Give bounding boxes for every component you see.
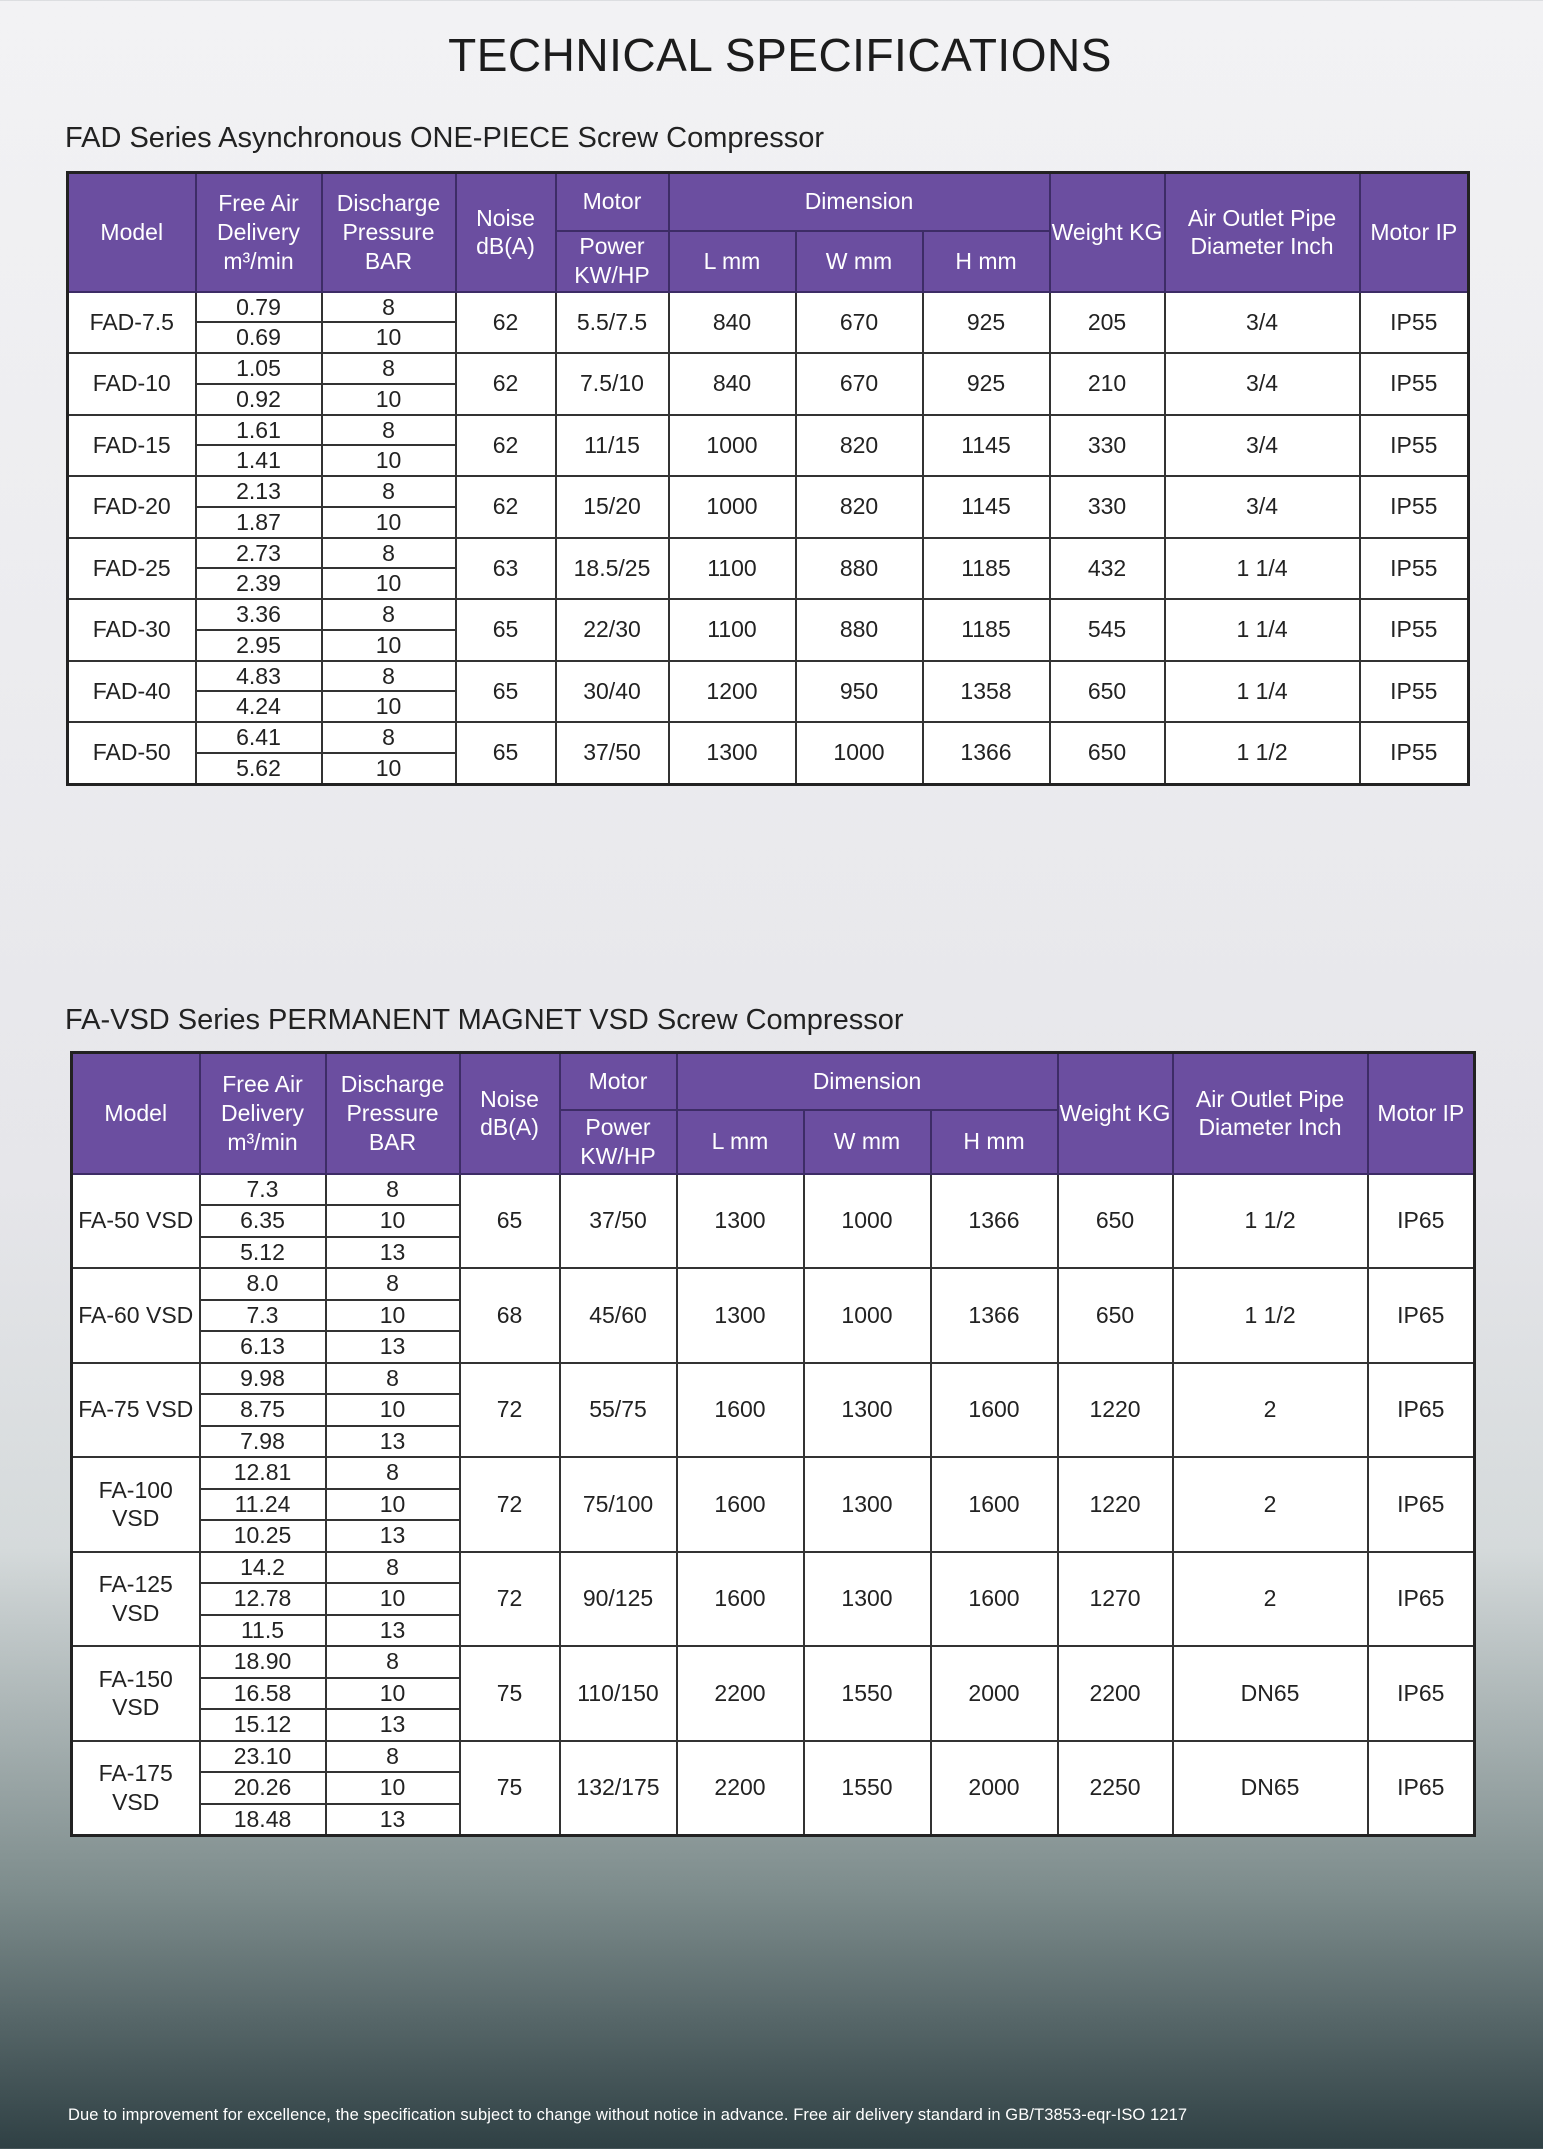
free-air-delivery-cell: 8.75: [200, 1394, 326, 1426]
height-cell: 1366: [931, 1268, 1058, 1363]
table-row: [72, 1741, 1475, 1773]
model-cell: FA-60 VSD: [72, 1268, 200, 1363]
table-row: [72, 1457, 1475, 1489]
weight-cell: 545: [1050, 599, 1165, 661]
weight-cell: 650: [1058, 1174, 1173, 1269]
free-air-delivery-cell: 6.41: [196, 722, 322, 753]
pipe-diameter-cell: 2: [1173, 1363, 1368, 1458]
noise-cell: 65: [460, 1174, 560, 1269]
pipe-diameter-cell: 1 1/4: [1165, 661, 1360, 723]
discharge-pressure-cell: 10: [326, 1772, 460, 1804]
free-air-delivery-cell: 2.13: [196, 476, 322, 507]
power-cell: 18.5/25: [556, 538, 669, 600]
discharge-pressure-cell: 8: [322, 661, 456, 692]
discharge-pressure-cell: 10: [326, 1205, 460, 1237]
free-air-delivery-cell: 0.79: [196, 292, 322, 323]
height-cell: 1185: [923, 599, 1050, 661]
free-air-delivery-cell: 11.5: [200, 1615, 326, 1647]
model-cell: FAD-30: [68, 599, 196, 661]
table-row: [72, 1268, 1475, 1300]
noise-cell: 72: [460, 1363, 560, 1458]
noise-cell: 72: [460, 1457, 560, 1552]
header-power: Power KW/HP: [556, 231, 669, 292]
header-length: L mm: [669, 231, 796, 292]
width-cell: 1300: [804, 1363, 931, 1458]
weight-cell: 2200: [1058, 1646, 1173, 1741]
header-width: W mm: [804, 1110, 931, 1174]
model-cell: FAD-15: [68, 415, 196, 477]
power-cell: 75/100: [560, 1457, 677, 1552]
free-air-delivery-cell: 1.61: [196, 415, 322, 446]
height-cell: 925: [923, 353, 1050, 415]
weight-cell: 210: [1050, 353, 1165, 415]
pipe-diameter-cell: 3/4: [1165, 415, 1360, 477]
free-air-delivery-cell: 0.92: [196, 384, 322, 415]
free-air-delivery-cell: 5.12: [200, 1237, 326, 1269]
free-air-delivery-cell: 11.24: [200, 1489, 326, 1521]
pipe-diameter-cell: DN65: [1173, 1646, 1368, 1741]
header-pipe-diameter: Air Outlet Pipe Diameter Inch: [1165, 173, 1360, 292]
weight-cell: 330: [1050, 415, 1165, 477]
length-cell: 1200: [669, 661, 796, 723]
motor-ip-cell: IP65: [1368, 1552, 1475, 1647]
discharge-pressure-cell: 10: [322, 384, 456, 415]
length-cell: 1000: [669, 415, 796, 477]
header-dimension: Dimension: [677, 1053, 1058, 1110]
table-row: [68, 538, 1469, 569]
header-height: H mm: [923, 231, 1050, 292]
table-row: [68, 292, 1469, 323]
weight-cell: 2250: [1058, 1741, 1173, 1836]
free-air-delivery-cell: 4.83: [196, 661, 322, 692]
weight-cell: 1220: [1058, 1363, 1173, 1458]
noise-cell: 63: [456, 538, 556, 600]
discharge-pressure-cell: 8: [322, 353, 456, 384]
free-air-delivery-cell: 18.48: [200, 1804, 326, 1836]
weight-cell: 1220: [1058, 1457, 1173, 1552]
power-cell: 7.5/10: [556, 353, 669, 415]
discharge-pressure-cell: 13: [326, 1804, 460, 1836]
power-cell: 37/50: [560, 1174, 677, 1269]
table-row: [68, 476, 1469, 507]
motor-ip-cell: IP65: [1368, 1268, 1475, 1363]
width-cell: 1000: [804, 1174, 931, 1269]
height-cell: 1600: [931, 1552, 1058, 1647]
header-model: Model: [68, 173, 196, 292]
weight-cell: 650: [1058, 1268, 1173, 1363]
header-model: Model: [72, 1053, 200, 1174]
discharge-pressure-cell: 8: [326, 1741, 460, 1773]
weight-cell: 330: [1050, 476, 1165, 538]
free-air-delivery-cell: 1.05: [196, 353, 322, 384]
model-cell: FA-50 VSD: [72, 1174, 200, 1269]
width-cell: 1300: [804, 1457, 931, 1552]
model-cell: FAD-20: [68, 476, 196, 538]
pipe-diameter-cell: 2: [1173, 1552, 1368, 1647]
free-air-delivery-cell: 0.69: [196, 322, 322, 353]
motor-ip-cell: IP65: [1368, 1646, 1475, 1741]
header-length: L mm: [677, 1110, 804, 1174]
free-air-delivery-cell: 7.3: [200, 1174, 326, 1206]
motor-ip-cell: IP65: [1368, 1741, 1475, 1836]
motor-ip-cell: IP55: [1360, 722, 1469, 784]
free-air-delivery-cell: 2.73: [196, 538, 322, 569]
width-cell: 1000: [804, 1268, 931, 1363]
model-cell: FAD-7.5: [68, 292, 196, 354]
power-cell: 30/40: [556, 661, 669, 723]
length-cell: 1100: [669, 538, 796, 600]
free-air-delivery-cell: 12.81: [200, 1457, 326, 1489]
header-discharge-pressure: Discharge Pressure BAR: [322, 173, 456, 292]
motor-ip-cell: IP55: [1360, 661, 1469, 723]
pipe-diameter-cell: 3/4: [1165, 476, 1360, 538]
pipe-diameter-cell: 1 1/4: [1165, 599, 1360, 661]
weight-cell: 205: [1050, 292, 1165, 354]
header-width: W mm: [796, 231, 923, 292]
discharge-pressure-cell: 10: [322, 445, 456, 476]
table-row: [72, 1552, 1475, 1584]
free-air-delivery-cell: 3.36: [196, 599, 322, 630]
length-cell: 1600: [677, 1457, 804, 1552]
free-air-delivery-cell: 2.95: [196, 630, 322, 661]
noise-cell: 72: [460, 1552, 560, 1647]
width-cell: 1550: [804, 1646, 931, 1741]
height-cell: 1185: [923, 538, 1050, 600]
height-cell: 925: [923, 292, 1050, 354]
table-row: [68, 661, 1469, 692]
header-motor-ip: Motor IP: [1360, 173, 1469, 292]
table-row: [72, 1646, 1475, 1678]
header-noise: Noise dB(A): [460, 1053, 560, 1174]
height-cell: 1600: [931, 1363, 1058, 1458]
free-air-delivery-cell: 14.2: [200, 1552, 326, 1584]
weight-cell: 650: [1050, 661, 1165, 723]
free-air-delivery-cell: 5.62: [196, 753, 322, 784]
free-air-delivery-cell: 1.87: [196, 507, 322, 538]
header-weight: Weight KG: [1058, 1053, 1173, 1174]
free-air-delivery-cell: 7.3: [200, 1300, 326, 1332]
header-weight: Weight KG: [1050, 173, 1165, 292]
power-cell: 110/150: [560, 1646, 677, 1741]
discharge-pressure-cell: 10: [326, 1489, 460, 1521]
length-cell: 840: [669, 353, 796, 415]
model-cell: FA-175 VSD: [72, 1741, 200, 1836]
discharge-pressure-cell: 8: [326, 1646, 460, 1678]
pipe-diameter-cell: 2: [1173, 1457, 1368, 1552]
discharge-pressure-cell: 10: [322, 630, 456, 661]
discharge-pressure-cell: 10: [322, 568, 456, 599]
model-cell: FAD-10: [68, 353, 196, 415]
discharge-pressure-cell: 8: [322, 538, 456, 569]
motor-ip-cell: IP65: [1368, 1174, 1475, 1269]
noise-cell: 62: [456, 292, 556, 354]
free-air-delivery-cell: 1.41: [196, 445, 322, 476]
discharge-pressure-cell: 8: [326, 1457, 460, 1489]
model-cell: FAD-25: [68, 538, 196, 600]
length-cell: 2200: [677, 1741, 804, 1836]
discharge-pressure-cell: 10: [326, 1583, 460, 1615]
height-cell: 1366: [923, 722, 1050, 784]
pipe-diameter-cell: 1 1/2: [1173, 1268, 1368, 1363]
free-air-delivery-cell: 15.12: [200, 1709, 326, 1741]
header-free-air-delivery: Free Air Delivery m³/min: [200, 1053, 326, 1174]
height-cell: 2000: [931, 1646, 1058, 1741]
discharge-pressure-cell: 8: [322, 599, 456, 630]
power-cell: 37/50: [556, 722, 669, 784]
pipe-diameter-cell: 3/4: [1165, 353, 1360, 415]
table-title-fad: FAD Series Asynchronous ONE-PIECE Screw Compressor: [65, 122, 825, 154]
power-cell: 5.5/7.5: [556, 292, 669, 354]
pipe-diameter-cell: DN65: [1173, 1741, 1368, 1836]
table-row: [68, 722, 1469, 753]
table-title-vsd: FA-VSD Series PERMANENT MAGNET VSD Screw Compressor: [65, 1004, 904, 1036]
weight-cell: 1270: [1058, 1552, 1173, 1647]
width-cell: 670: [796, 292, 923, 354]
header-dimension: Dimension: [669, 173, 1050, 231]
height-cell: 1145: [923, 415, 1050, 477]
power-cell: 15/20: [556, 476, 669, 538]
pipe-diameter-cell: 1 1/2: [1173, 1174, 1368, 1269]
power-cell: 55/75: [560, 1363, 677, 1458]
motor-ip-cell: IP55: [1360, 476, 1469, 538]
noise-cell: 65: [456, 599, 556, 661]
table-row: [72, 1174, 1475, 1206]
noise-cell: 65: [456, 661, 556, 723]
free-air-delivery-cell: 8.0: [200, 1268, 326, 1300]
free-air-delivery-cell: 9.98: [200, 1363, 326, 1395]
free-air-delivery-cell: 7.98: [200, 1426, 326, 1458]
model-cell: FAD-50: [68, 722, 196, 784]
noise-cell: 75: [460, 1741, 560, 1836]
free-air-delivery-cell: 6.13: [200, 1331, 326, 1363]
model-cell: FA-75 VSD: [72, 1363, 200, 1458]
discharge-pressure-cell: 10: [322, 322, 456, 353]
motor-ip-cell: IP65: [1368, 1457, 1475, 1552]
table-row: [68, 353, 1469, 384]
discharge-pressure-cell: 10: [326, 1678, 460, 1710]
width-cell: 1000: [796, 722, 923, 784]
header-free-air-delivery: Free Air Delivery m³/min: [196, 173, 322, 292]
width-cell: 880: [796, 599, 923, 661]
spec-table-vsd: [70, 1051, 1476, 1837]
page-title: TECHNICAL SPECIFICATIONS: [448, 29, 1112, 81]
width-cell: 880: [796, 538, 923, 600]
motor-ip-cell: IP55: [1360, 415, 1469, 477]
height-cell: 1600: [931, 1457, 1058, 1552]
model-cell: FAD-40: [68, 661, 196, 723]
power-cell: 11/15: [556, 415, 669, 477]
discharge-pressure-cell: 13: [326, 1520, 460, 1552]
header-height: H mm: [931, 1110, 1058, 1174]
noise-cell: 62: [456, 476, 556, 538]
pipe-diameter-cell: 3/4: [1165, 292, 1360, 354]
free-air-delivery-cell: 12.78: [200, 1583, 326, 1615]
header-pipe-diameter: Air Outlet Pipe Diameter Inch: [1173, 1053, 1368, 1174]
discharge-pressure-cell: 13: [326, 1709, 460, 1741]
model-cell: FA-125 VSD: [72, 1552, 200, 1647]
free-air-delivery-cell: 16.58: [200, 1678, 326, 1710]
discharge-pressure-cell: 8: [326, 1552, 460, 1584]
free-air-delivery-cell: 2.39: [196, 568, 322, 599]
footnote: Due to improvement for excellence, the specification subject to change without notice in advance. Free air delivery standard in GB/T3853-eqr-ISO 1217: [68, 2106, 1188, 2124]
length-cell: 1600: [677, 1552, 804, 1647]
width-cell: 820: [796, 415, 923, 477]
height-cell: 1366: [931, 1174, 1058, 1269]
noise-cell: 75: [460, 1646, 560, 1741]
pipe-diameter-cell: 1 1/4: [1165, 538, 1360, 600]
width-cell: 1300: [804, 1552, 931, 1647]
length-cell: 1300: [677, 1174, 804, 1269]
table-row: [68, 599, 1469, 630]
power-cell: 22/30: [556, 599, 669, 661]
length-cell: 1100: [669, 599, 796, 661]
table-row: [72, 1363, 1475, 1395]
discharge-pressure-cell: 10: [322, 691, 456, 722]
discharge-pressure-cell: 13: [326, 1615, 460, 1647]
weight-cell: 650: [1050, 722, 1165, 784]
height-cell: 1358: [923, 661, 1050, 723]
free-air-delivery-cell: 6.35: [200, 1205, 326, 1237]
motor-ip-cell: IP65: [1368, 1363, 1475, 1458]
header-noise: Noise dB(A): [456, 173, 556, 292]
noise-cell: 62: [456, 353, 556, 415]
motor-ip-cell: IP55: [1360, 538, 1469, 600]
power-cell: 45/60: [560, 1268, 677, 1363]
header-motor-ip: Motor IP: [1368, 1053, 1475, 1174]
length-cell: 1000: [669, 476, 796, 538]
length-cell: 840: [669, 292, 796, 354]
free-air-delivery-cell: 4.24: [196, 691, 322, 722]
length-cell: 2200: [677, 1646, 804, 1741]
spec-table-fad: [66, 171, 1470, 786]
free-air-delivery-cell: 18.90: [200, 1646, 326, 1678]
discharge-pressure-cell: 8: [322, 722, 456, 753]
motor-ip-cell: IP55: [1360, 599, 1469, 661]
discharge-pressure-cell: 13: [326, 1426, 460, 1458]
discharge-pressure-cell: 13: [326, 1331, 460, 1363]
discharge-pressure-cell: 10: [326, 1300, 460, 1332]
height-cell: 2000: [931, 1741, 1058, 1836]
length-cell: 1300: [677, 1268, 804, 1363]
free-air-delivery-cell: 20.26: [200, 1772, 326, 1804]
discharge-pressure-cell: 8: [326, 1363, 460, 1395]
model-cell: FA-100 VSD: [72, 1457, 200, 1552]
free-air-delivery-cell: 10.25: [200, 1520, 326, 1552]
header-motor: Motor: [556, 173, 669, 231]
discharge-pressure-cell: 8: [322, 415, 456, 446]
header-power: Power KW/HP: [560, 1110, 677, 1174]
header-motor: Motor: [560, 1053, 677, 1110]
noise-cell: 62: [456, 415, 556, 477]
table-row: [68, 415, 1469, 446]
discharge-pressure-cell: 8: [322, 292, 456, 323]
discharge-pressure-cell: 10: [322, 753, 456, 784]
width-cell: 1550: [804, 1741, 931, 1836]
height-cell: 1145: [923, 476, 1050, 538]
discharge-pressure-cell: 13: [326, 1237, 460, 1269]
noise-cell: 65: [456, 722, 556, 784]
length-cell: 1300: [669, 722, 796, 784]
width-cell: 950: [796, 661, 923, 723]
pipe-diameter-cell: 1 1/2: [1165, 722, 1360, 784]
power-cell: 132/175: [560, 1741, 677, 1836]
discharge-pressure-cell: 8: [326, 1268, 460, 1300]
model-cell: FA-150 VSD: [72, 1646, 200, 1741]
free-air-delivery-cell: 23.10: [200, 1741, 326, 1773]
motor-ip-cell: IP55: [1360, 353, 1469, 415]
width-cell: 820: [796, 476, 923, 538]
noise-cell: 68: [460, 1268, 560, 1363]
discharge-pressure-cell: 8: [322, 476, 456, 507]
discharge-pressure-cell: 10: [326, 1394, 460, 1426]
length-cell: 1600: [677, 1363, 804, 1458]
discharge-pressure-cell: 8: [326, 1174, 460, 1206]
width-cell: 670: [796, 353, 923, 415]
weight-cell: 432: [1050, 538, 1165, 600]
discharge-pressure-cell: 10: [322, 507, 456, 538]
power-cell: 90/125: [560, 1552, 677, 1647]
motor-ip-cell: IP55: [1360, 292, 1469, 354]
header-discharge-pressure: Discharge Pressure BAR: [326, 1053, 460, 1174]
